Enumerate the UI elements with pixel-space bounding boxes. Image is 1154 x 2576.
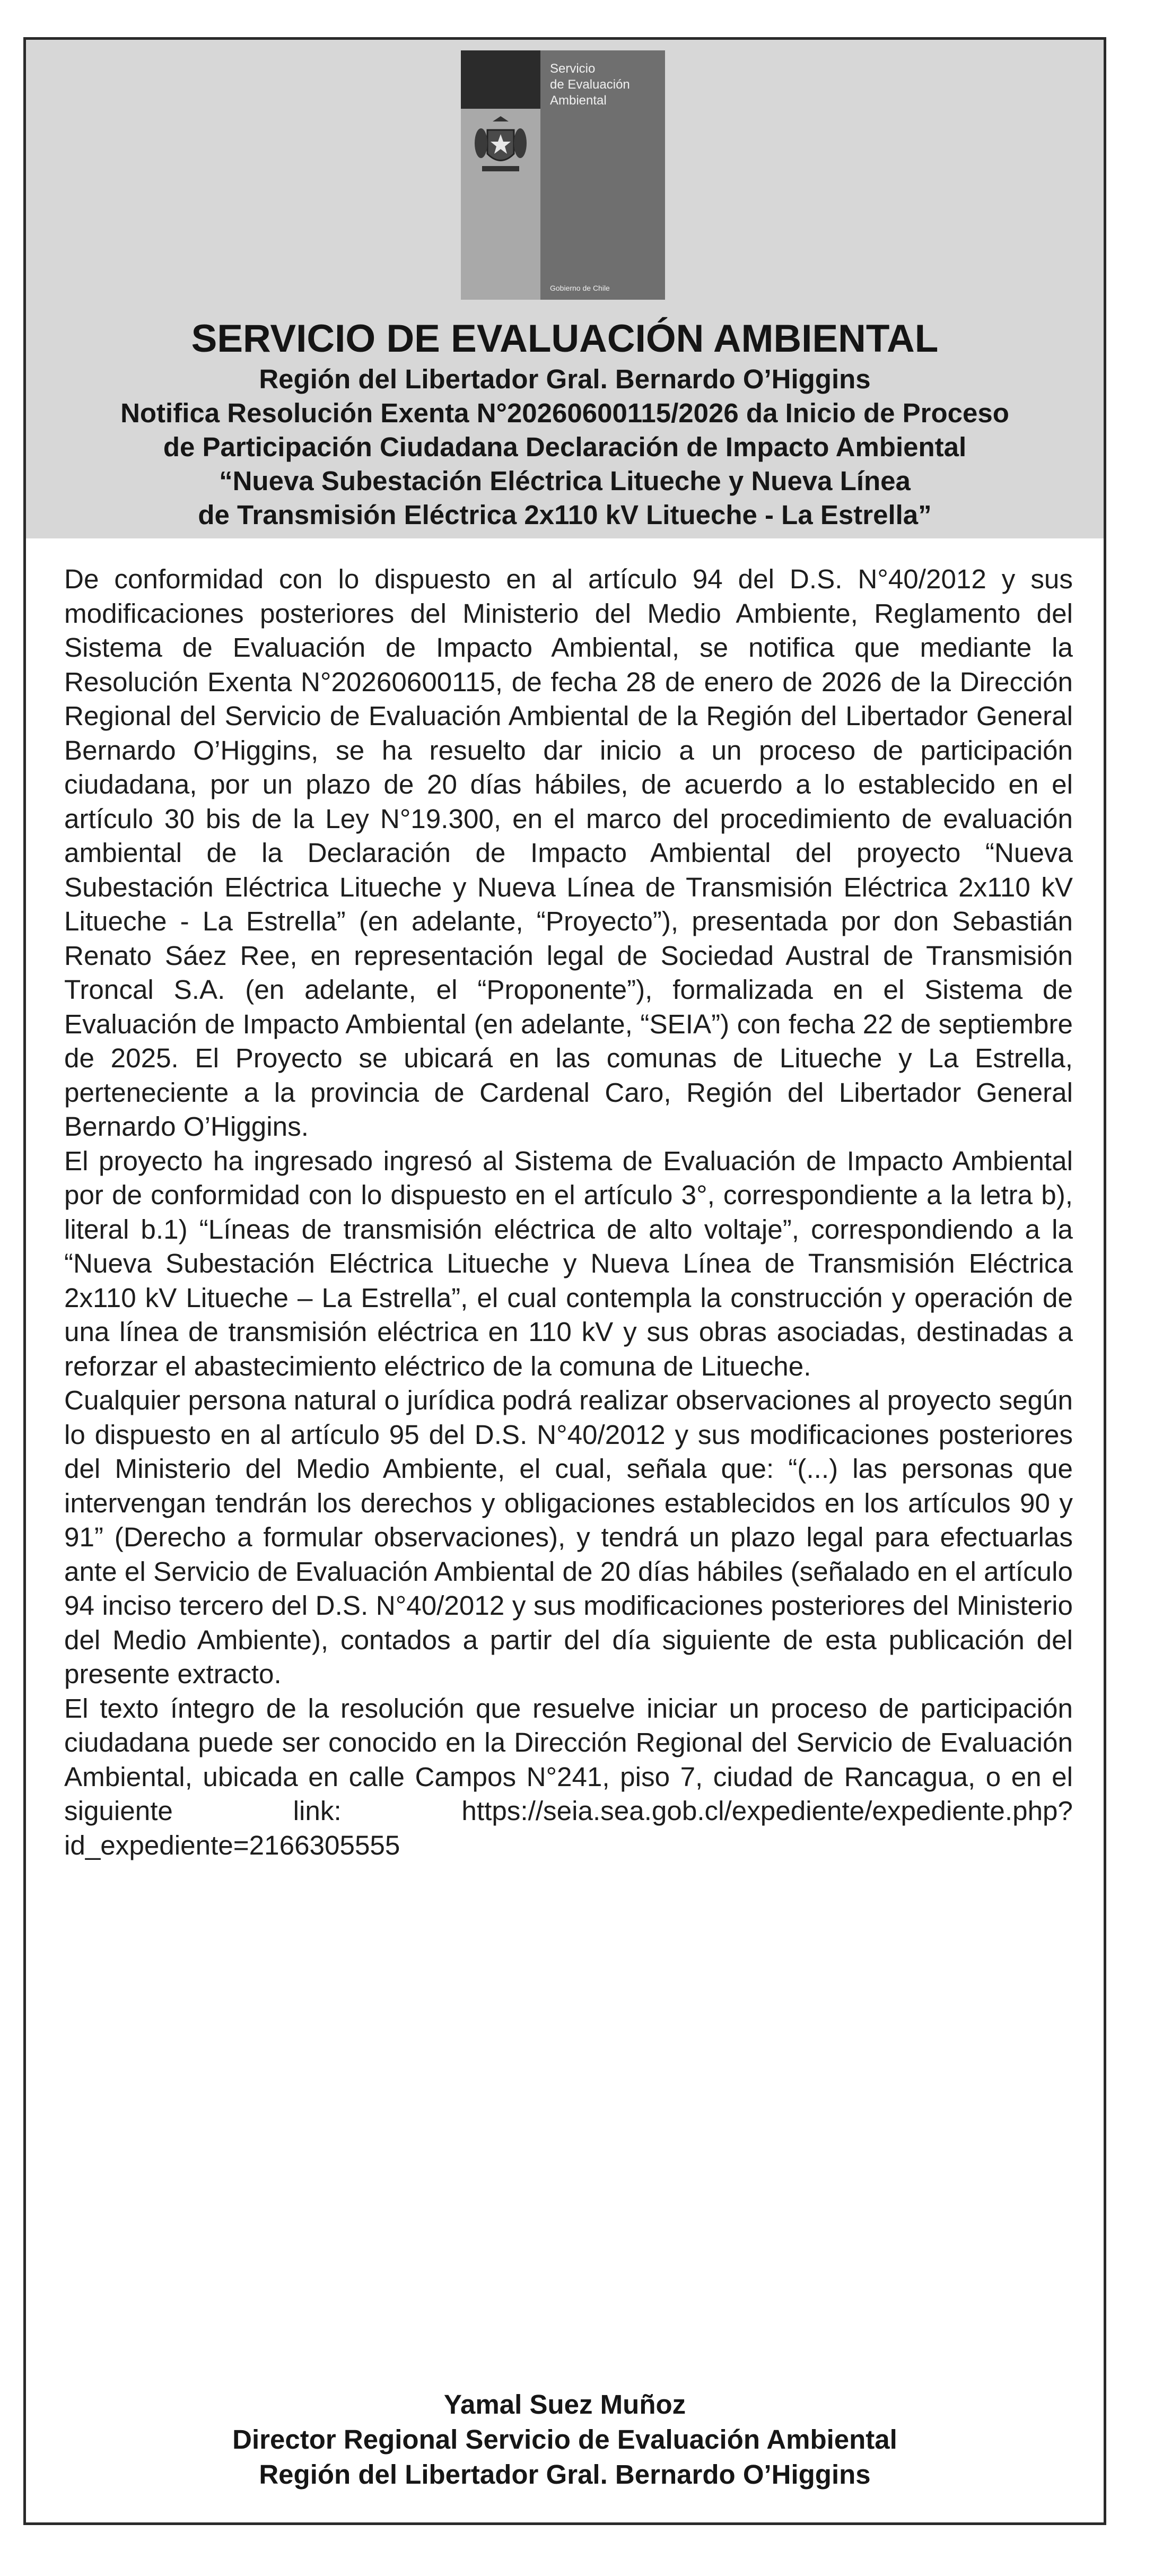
header-project-line-1: “Nueva Subestación Eléctrica Litueche y Nueva Línea [219,466,911,496]
logo-line-3: Ambiental [550,93,607,108]
paragraph-project-entry: El proyecto ha ingresado ingresó al Sistema de Evaluación de Impacto Ambiental por de conformidad con lo dispuesto en el artículo 3°, correspondiente a la letra b), literal b.1) “Líneas de transmisión eléctrica de alto voltaje”, correspondiendo a la “Nueva Subestación Eléctrica Litueche y Nueva Línea de Transmisión Eléctrica 2x110 kV Litueche – La Estrella”, el cual contempla la construcción y operación de una línea de transmisión eléctrica en 110 kV y sus obras asociadas, destinadas a reforzar el abastecimiento eléctrico de la comuna de Litueche. [64,1145,1073,1381]
paragraph-observations: Cualquier persona natural o jurídica podrá realizar observaciones al proyecto según lo dispuesto en al artículo 95 del D.S. N°40/2012 y sus modificaciones posteriores del Ministerio del Medio Ambiente, el cual, señala que: “(...) las personas que intervengan tendrán los derechos y obligaciones establecidos en los artículos 90 y 91” (Derecho a formular observaciones), y tendrá un plazo legal para efectuarlas ante el Servicio de Evaluación Ambiental de 20 días hábiles (señalado en el artículo 94 inciso tercero del D.S. N°40/2012 y sus modificaciones posteriores del Ministerio del Medio Ambiente), contados a partir del día siguiente de esta publicación del presente extracto. [64,1385,1073,1689]
logo-flag-dark-band [461,50,540,109]
sea-logo [461,50,665,300]
header-region: Región del Libertador Gral. Bernardo O’Higgins [259,364,871,394]
signatory-role: Director Regional Servicio de Evaluación Ambiental [232,2424,897,2455]
signatory-name: Yamal Suez Muñoz [443,2389,686,2420]
header-project-line-2: de Transmisión Eléctrica 2x110 kV Litueche - La Estrella” [198,500,932,530]
logo-wordmark [550,61,661,109]
notice-body [64,562,1073,1863]
signatory-region: Región del Libertador Gral. Bernardo O’Higgins [259,2459,871,2490]
logo-line-2: de Evaluación [550,77,630,92]
paragraph-full-text-link: El texto íntegro de la resolución que resuelve iniciar un proceso de participación ciudadana puede ser conocido en la Dirección Regional del Servicio de Evaluación Ambiental, ubicada en calle Campos N°241, piso 7, ciudad de Rancagua, o en el siguiente link: https://seia.sea.gob.cl/expediente/expediente.php?id_expediente=2166305555 [64,1693,1073,1860]
coat-of-arms-icon [471,114,530,178]
notice-header [26,40,1104,538]
signature-block [26,2387,1104,2492]
header-title-block [26,316,1104,532]
public-notice [23,37,1106,2525]
header-resolution: Notifica Resolución Exenta N°20260600115/2026 da Inicio de Proceso [120,398,1009,428]
logo-line-1: Servicio [550,62,596,76]
logo-footer-text: Gobierno de Chile [550,284,610,292]
header-process: de Participación Ciudadana Declaración de Impacto Ambiental [163,432,967,462]
notice-title: SERVICIO DE EVALUACIÓN AMBIENTAL [191,317,939,360]
paragraph-notification: De conformidad con lo dispuesto en al artículo 94 del D.S. N°40/2012 y sus modificaciones posteriores del Ministerio del Medio Ambiente, Reglamento del Sistema de Evaluación de Impacto Ambiental, se notifica que mediante la Resolución Exenta N°20260600115, de fecha 28 de enero de 2026 de la Dirección Regional del Servicio de Evaluación Ambiental de la Región del Libertador General Bernardo O’Higgins, se ha resuelto dar inicio a un proceso de participación ciudadana, por un plazo de 20 días hábiles, de acuerdo a lo establecido en el artículo 30 bis de la Ley N°19.300, en el marco del procedimiento de evaluación ambiental de la Declaración de Impacto Ambiental del proyecto “Nueva Subestación Eléctrica Litueche y Nueva Línea de Transmisión Eléctrica 2x110 kV Litueche - La Estrella” (en adelante, “Proyecto”), presentada por don Sebastián Renato Sáez Ree, en representación legal de Sociedad Austral de Transmisión Troncal S.A. (en adelante, el “Proponente”), formalizada en el Sistema de Evaluación de Impacto Ambiental (en adelante, “SEIA”) con fecha 22 de septiembre de 2025. El Proyecto se ubicará en las comunas de Litueche y La Estrella, perteneciente a la provincia de Cardenal Caro, Región del Libertador General Bernardo O’Higgins. [64,564,1073,1142]
